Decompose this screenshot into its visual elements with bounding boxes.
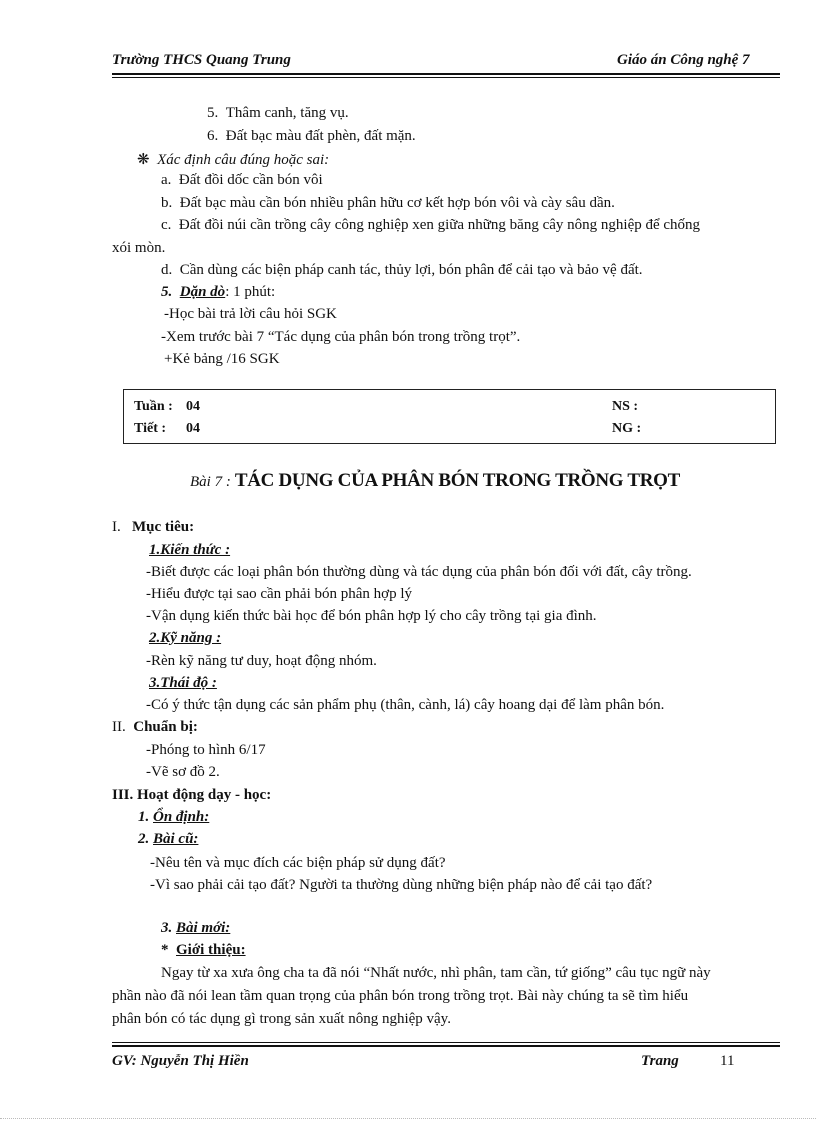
lesson-title: Bài 7 : TÁC DỤNG CỦA PHÂN BÓN TRONG TRỒNG TRỌT [190, 470, 681, 491]
footer-rule [112, 1045, 780, 1047]
period-value: 04 [186, 421, 200, 436]
skills-line: -Rèn kỹ năng tư duy, hoạt động nhóm. [146, 653, 377, 669]
homework-line: -Xem trước bài 7 “Tác dụng của phân bón trong trồng trọt”. [161, 329, 521, 345]
homework-line: -Học bài trả lời câu hỏi SGK [164, 306, 337, 322]
prepare-heading: II. Chuẩn bị: [112, 719, 198, 735]
truefalse-item: b. Đất bạc màu cần bón nhiều phân hữu cơ kết hợp bón vôi và cày sâu dần. [161, 195, 615, 211]
attitude-line: -Có ý thức tận dụng các sản phẩm phụ (thân, cành, lá) cây hoang dại để làm phân bón. [146, 697, 665, 713]
knowledge-line: -Hiểu được tại sao cần phải bón phân hợp lý [146, 586, 413, 602]
lesson-info-box [123, 389, 776, 444]
asterisk-bullet-icon: ❋ [137, 152, 150, 168]
section-new-lesson: 3. Bài mới: [161, 920, 231, 936]
period-label: Tiết : [134, 421, 167, 436]
knowledge-heading: 1.Kiến thức : [149, 542, 231, 558]
prev-item: 6. Đất bạc màu đất phèn, đất mặn. [207, 128, 416, 144]
homework-line: +Kẻ bảng /16 SGK [164, 351, 280, 367]
truefalse-item: c. Đất đồi núi cần trồng cây công nghiệp xen giữa những băng cây nông nghiệp để chống [161, 217, 701, 233]
objectives-heading: I. Mục tiêu: [112, 519, 195, 535]
footer-teacher: GV: Nguyễn Thị Hiền [112, 1053, 249, 1069]
footer-rule-thin [112, 1042, 780, 1043]
section-stabilize: 1. Ổn định: [138, 809, 210, 825]
truefalse-item-continuation: xói mòn. [112, 240, 166, 256]
intro-heading: * Giới thiệu: [161, 942, 246, 958]
intro-paragraph-line: phần nào đã nói lean tầm quan trọng của phân bón trong trồng trọt. Bài này chúng ta sẽ tìm hiểu [112, 988, 689, 1004]
knowledge-line: -Vận dụng kiến thức bài học để bón phân hợp lý cho cây trồng tại gia đình. [146, 608, 597, 624]
truefalse-item: a. Đất đồi dốc cần bón vôi [161, 172, 323, 188]
footer-page-number: 11 [720, 1053, 735, 1069]
prev-item: 5. Thâm canh, tăng vụ. [207, 105, 349, 121]
prepare-line: -Phóng to hình 6/17 [146, 742, 266, 758]
truefalse-item: d. Cần dùng các biện pháp canh tác, thủy lợi, bón phân để cải tạo và bảo vệ đất. [161, 262, 643, 278]
attitude-heading: 3.Thái độ : [149, 675, 217, 691]
skills-heading: 2.Kỹ năng : [149, 630, 222, 646]
intro-paragraph-line: phân bón có tác dụng gì trong sản xuất nông nghiệp vậy. [112, 1011, 451, 1027]
truefalse-heading: ❋ Xác định câu đúng hoặc sai: [137, 152, 330, 168]
review-question: -Nêu tên và mục đích các biện pháp sử dụng đất? [150, 855, 446, 871]
review-question: -Vì sao phải cải tạo đất? Người ta thường dùng những biện pháp nào để cải tạo đất? [150, 877, 653, 893]
homework-heading: 5. Dặn dò: 1 phút: [161, 284, 276, 300]
section-review: 2. Bài cũ: [138, 831, 199, 847]
header-rule-thin [112, 77, 780, 78]
intro-paragraph-line: Ngay từ xa xưa ông cha ta đã nói “Nhất nước, nhì phân, tam cần, tứ giống” câu tục ngữ này [161, 965, 711, 981]
header-doc-title: Giáo án Công nghệ 7 [617, 52, 750, 68]
page-bottom-edge [0, 1118, 816, 1119]
prepare-line: -Vẽ sơ đồ 2. [146, 764, 220, 780]
header-rule [112, 73, 780, 75]
ns-label: NS : [612, 399, 639, 414]
week-label: Tuần : [134, 399, 173, 414]
footer-page-label: Trang [641, 1053, 679, 1069]
knowledge-line: -Biết được các loại phân bón thường dùng và tác dụng của phân bón đối với đất, cây trồng. [146, 564, 692, 580]
week-value: 04 [186, 399, 200, 414]
ng-label: NG : [612, 421, 642, 436]
activities-heading: III. Hoạt động dạy - học: [112, 787, 272, 803]
header-school: Trường THCS Quang Trung [112, 52, 291, 68]
